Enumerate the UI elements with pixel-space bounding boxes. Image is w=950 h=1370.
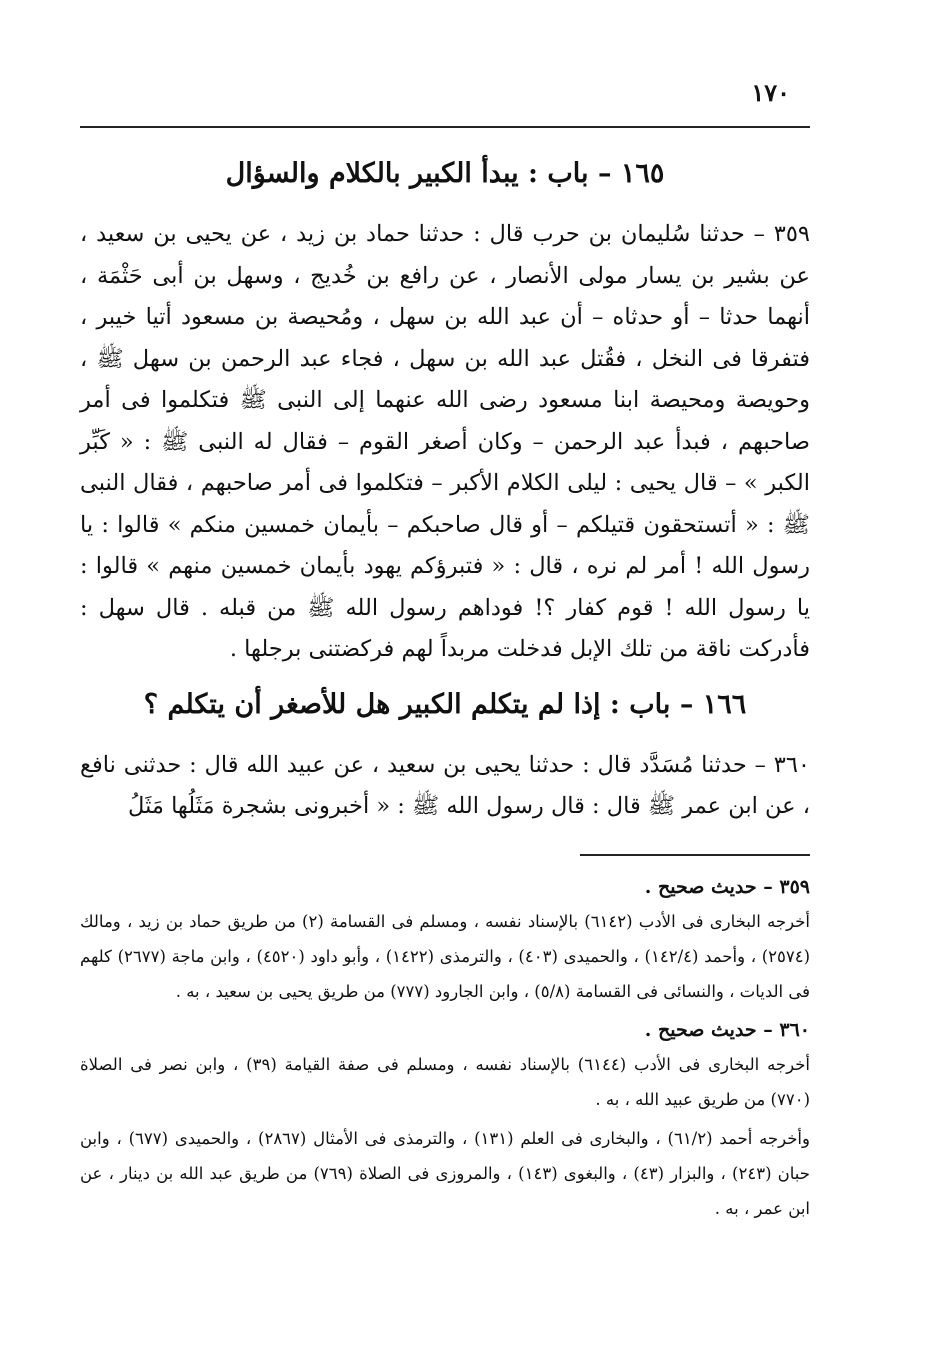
page-number: ١٧٠ [751,78,790,107]
page-content [80,140,810,1230]
footnote-360-text-b: وأخرجه أحمد (٦١/٢) ، والبخارى فى العلم (١٣١) ، والترمذى فى الأمثال (٢٨٦٧) ، والحميدى (٦٧٧) ، وابن حبان (٢٤٣) ، والبزار (٤٣) ، والبغوى (١٤٣) ، والمروزى فى الصلاة (٧٦٩) من طريق عبد الله بن دينار ، عن ابن عمر ، به . [80,1128,810,1218]
footnote-separator [580,854,810,856]
footnote-360-text-a: أخرجه البخارى فى الأدب (٦١٤٤) بالإسناد نفسه ، ومسلم فى صفة القيامة (٣٩) ، وابن نصر فى الصلاة (٧٧٠) من طريق عبيد الله ، به . [80,1054,811,1109]
hadith-360-text: ٣٦٠ – حدثنا مُسَدَّد قال : حدثنا يحيى بن سعيد ، عن عبيد الله قال : حدثنى نافع ، عن ابن عمر ﷺ قال : قال رسول الله ﷺ : « أخبرونى بشجرة مَثَلُها مَثَلُ [80,751,810,819]
footnote-359-text: أخرجه البخارى فى الأدب (٦١٤٢) بالإسناد نفسه ، ومسلم فى القسامة (٢) من طريق حماد بن زيد ، ومالك (٢٥٧٤) ، وأحمد (١٤٢/٤) ، والحميدى (٤٠٣) ، والترمذى (١٤٢٢) ، وأبو داود (٤٥٢٠) ، وابن ماجة (٢٦٧٧) كلهم فى الديات ، والنسائى فى القسامة (٥/٨) ، وابن الجارود (٧٧٧) من طريق يحيى بن سعيد ، به . [80,911,811,1001]
header-rule [80,126,810,128]
hadith-359-text: ٣٥٩ – حدثنا سُليمان بن حرب قال : حدثنا حماد بن زيد ، عن يحيى بن سعيد ، عن بشير بن يسار مولى الأنصار ، عن رافع بن خُديج ، وسهل بن أبى حَثْمَة ، أنهما حدثا – أو حدثاه – أن عبد الله بن سهل ، ومُحيصة بن مسعود أتيا خيبر ، فتفرقا فى النخل ، فقُتل عبد الله بن سهل ، فجاء عبد الرحمن بن سهل ﷺ ، وحويصة ومحيصة ابنا مسعود رضى الله عنهما إلى النبى ﷺ فتكلموا فى أمر صاحبهم ، فبدأ عبد الرحمن – وكان أصغر القوم – فقال له النبى ﷺ : « كَبِّر الكبر » – قال يحيى : ليلى الكلام الأكبر – فتكلموا فى أمر صاحبهم ، فقال النبى ﷺ : « أتستحقون قتيلكم – أو قال صاحبكم – بأيمان خمسين منكم » قالوا : يا رسول الله ! أمر لم نره ، قال : « فتبرؤكم يهود بأيمان خمسين منهم » قالوا : يا رسول الله ! قوم كفار ؟! فوداهم رسول الله ﷺ من قبله . قال سهل : فأدركت ناقة من تلك الإبل فدخلت مربداً لهم فركضتنى برجلها . [80,221,810,662]
footnote-359-heading: ٣٥٩ – حديث صحيح . [644,875,810,898]
chapter-title-166: ١٦٦ – باب : إذا لم يتكلم الكبير هل للأصغر أن يتكلم ؟ [143,688,747,720]
footnote-360-heading: ٣٦٠ – حديث صحيح . [644,1018,810,1041]
chapter-title-165: ١٦٥ – باب : يبدأ الكبير بالكلام والسؤال [225,158,665,189]
